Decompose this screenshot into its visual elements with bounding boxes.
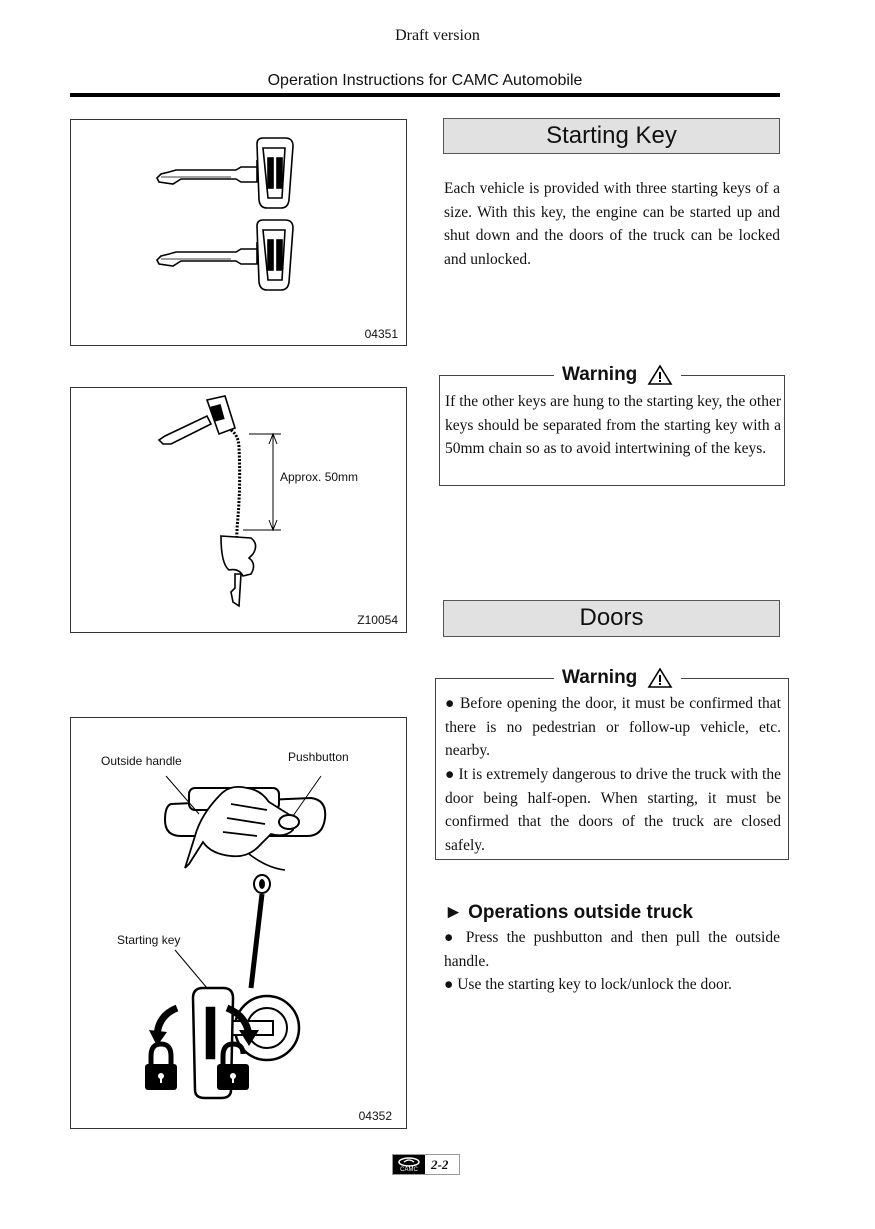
padlock-locked-icon <box>145 1044 177 1090</box>
warning-text: If the other keys are hung to the starting key, the other keys should be separated from the starting key with a 50mm chain so as to avoid intertwining of the keys. <box>445 393 781 457</box>
warning-item: ● Before opening the door, it must be confirmed that there is no pedestrian or follow-up vehicle, etc. nearby. <box>445 695 781 759</box>
starting-keys-illustration <box>71 120 406 345</box>
warning-box-keys <box>439 364 785 486</box>
other-key-icon <box>221 536 256 606</box>
key-top-icon <box>157 138 293 208</box>
leader-starting-key <box>175 950 207 988</box>
subheading-operations-outside: ► Operations outside truck <box>444 902 693 923</box>
starting-key-icon <box>159 396 235 444</box>
key-chain-illustration <box>71 388 406 632</box>
header-rule <box>70 93 780 97</box>
pushbutton-icon <box>279 815 299 829</box>
operation-item: ● Press the pushbutton and then pull the outside handle. <box>444 929 780 970</box>
figure-key-chain <box>70 387 407 633</box>
dimension-line <box>243 434 281 530</box>
warning-legend <box>554 364 681 386</box>
figure-starting-keys <box>70 119 407 346</box>
arrow-lock-icon <box>149 1008 177 1046</box>
label-pushbutton: Pushbutton <box>288 750 349 764</box>
camc-logo <box>393 1155 425 1174</box>
key-bottom-icon <box>157 220 293 290</box>
chain-icon <box>231 430 240 548</box>
figure-code: 04351 <box>364 327 398 341</box>
starting-key-body: Each vehicle is provided with three starting keys of a size. With this key, the engine can be started up and shut down and the doors of the truck can be locked and unlocked. <box>444 180 780 268</box>
warning-box-doors <box>435 667 789 860</box>
page-number: 2-2 <box>431 1156 449 1172</box>
page-header-title: Operation Instructions for CAMC Automobile <box>267 72 583 89</box>
draft-label: Draft version <box>395 27 480 44</box>
warning-label: Warning <box>562 364 638 385</box>
operation-item: ● Use the starting key to lock/unlock the door. <box>444 976 732 993</box>
door-handle-illustration <box>71 718 406 1128</box>
label-outside-handle: Outside handle <box>101 754 182 768</box>
figure-code: Z10054 <box>357 613 398 627</box>
dimension-label: Approx. 50mm <box>280 470 359 484</box>
section-title-doors: Doors <box>443 600 780 637</box>
page-footer <box>392 1154 460 1175</box>
camc-logo-text: CAMC <box>400 1167 418 1173</box>
label-starting-key: Starting key <box>117 933 181 947</box>
warning-triangle-icon <box>647 364 673 386</box>
pointer-line <box>251 894 262 988</box>
warning-label: Warning <box>562 667 638 688</box>
figure-code: 04352 <box>358 1109 392 1123</box>
section-title-starting-key: Starting Key <box>443 118 780 154</box>
camc-logo-icon <box>397 1157 421 1167</box>
figure-door-handle <box>70 717 407 1129</box>
warning-item: ● It is extremely dangerous to drive the truck with the door being half-open. When starting, it must be confirmed that the doors of the truck are closed safely. <box>445 766 781 854</box>
keyhole-icon <box>254 875 270 893</box>
warning-legend <box>554 667 681 689</box>
warning-triangle-icon <box>647 667 673 689</box>
